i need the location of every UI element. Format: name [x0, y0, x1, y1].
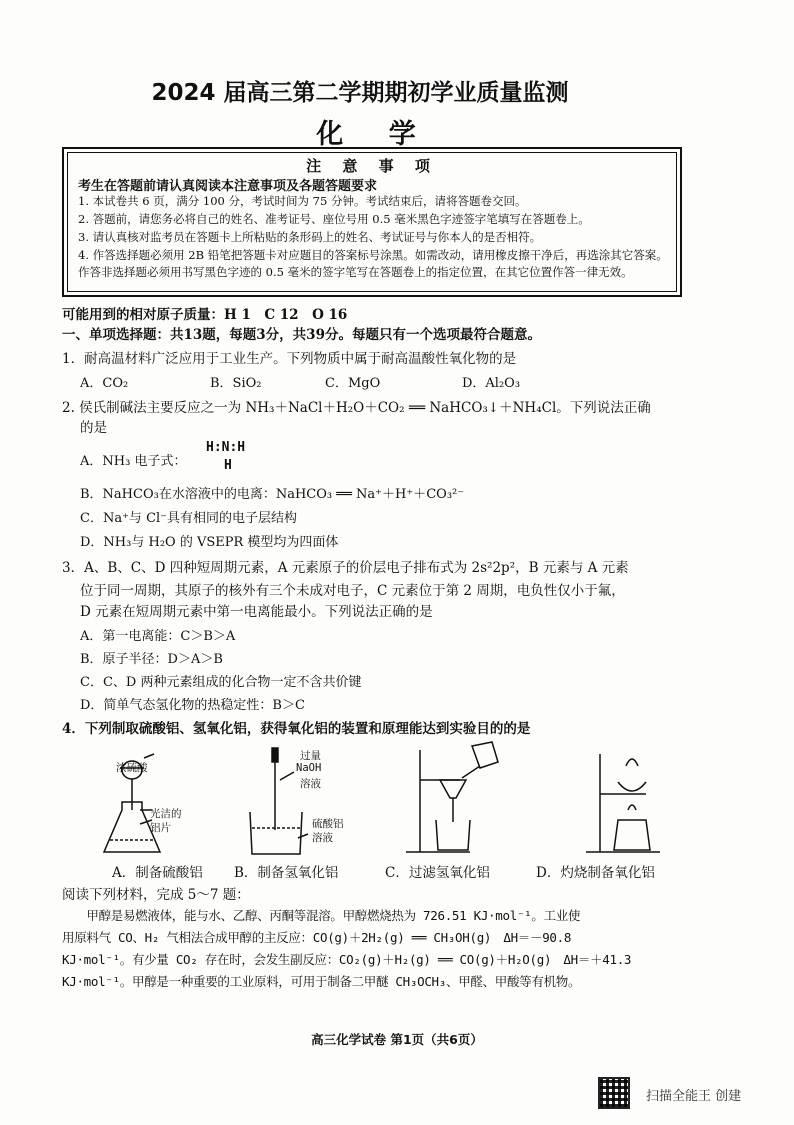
- q3-option-d: D．简单气态氢化物的热稳定性：B＞C: [80, 698, 305, 713]
- label-excess: 过量: [300, 750, 321, 762]
- q2-stem: 2. 侯氏制碱法主要反应之一为 NH₃＋NaCl＋H₂O＋CO₂ ══ NaHCO₃↓＋NH₄Cl。下列说法正确: [62, 400, 651, 416]
- q3-option-b: B．原子半径：D＞A＞B: [80, 652, 223, 667]
- apparatus-c-filtration: [406, 742, 498, 852]
- label-foil-2: 铝片: [150, 822, 171, 834]
- label-foil-1: 光洁的: [150, 808, 182, 820]
- reading-line-1: 甲醇是易燃液体，能与水、乙醇、丙酮等混溶。甲醇燃烧热为 726.51 KJ·mol⁻¹。工业使: [62, 908, 581, 923]
- notice-rule-4: 4. 作答选择题必须用 2B 铅笔把答题卡对应题目的答案标号涂黑。如需改动，请用橡皮擦干净后，再选涂其它答案。作答非选择题必须用书写黑色字迹的 0.5 毫米的签字笔写在答题卷上的指定位置，在其它位置作答一律无效。: [78, 248, 668, 279]
- reading-line-3: KJ·mol⁻¹。有少量 CO₂ 存在时，会发生副反应：CO₂(g)＋H₂(g) ══ CO(g)＋H₂O(g) ΔH＝＋41.3: [62, 952, 632, 967]
- scanner-watermark: 扫描全能王 创建: [646, 1089, 742, 1104]
- label-naoh-solution: 溶液: [300, 778, 321, 790]
- q4-stem: 4．下列制取硫酸铝、氢氧化铝，获得氧化铝的装置和原理能达到实验目的的是: [62, 721, 531, 737]
- notice-inner-border: [67, 152, 677, 292]
- q3-stem-1: 3．A、B、C、D 四种短周期元素，A 元素原子的价层电子排布式为 2s²2p²，B 元素与 A 元素: [62, 560, 629, 576]
- reading-line-4: KJ·mol⁻¹。甲醇是一种重要的工业原料，可用于制备二甲醚 CH₃OCH₃、甲醛、甲酸等有机物。: [62, 974, 581, 989]
- q1-stem: 1．耐高温材料广泛应用于工业生产。下列物质中属于耐高温酸性氧化物的是: [62, 351, 517, 367]
- reading-line-2: 用原料气 CO、H₂ 气相法合成甲醇的主反应：CO(g)＋2H₂(g) ══ CH₃OH(g) ΔH＝－90.8: [62, 930, 572, 945]
- subject-title: 化 学: [316, 119, 434, 150]
- label-conc-acid: 浓硫酸: [116, 762, 148, 774]
- q2-stem-cont: 的是: [80, 420, 107, 436]
- qr-code-icon: [598, 1077, 630, 1109]
- q4-caption-b: B．制备氢氧化铝: [234, 865, 339, 881]
- q3-stem-3: D 元素在短周期元素中第一电离能最小。下列说法正确的是: [80, 604, 433, 620]
- label-al-sulfate-2: 溶液: [312, 832, 333, 844]
- q4-caption-a: A．制备硫酸铝: [112, 865, 203, 881]
- section-heading: 一、单项选择题：共13题，每题3分，共39分。每题只有一个选项最符合题意。: [62, 327, 541, 343]
- q2-option-c: C．Na⁺与 Cl⁻具有相同的电子层结构: [80, 511, 298, 526]
- q2-option-d: D．NH₃与 H₂O 的 VSEPR 模型均为四面体: [80, 535, 339, 550]
- notice-subheading: 考生在答题前请认真阅读本注意事项及各题答题要求: [78, 179, 378, 194]
- q4-caption-d: D．灼烧制备氧化铝: [536, 865, 655, 881]
- exam-title: 2024 届高三第二学期期初学业质量监测: [151, 80, 569, 106]
- q3-option-a: A．第一电离能：C＞B＞A: [80, 629, 236, 644]
- notice-rule-1: 1. 本试卷共 6 页，满分 100 分，考试时间为 75 分钟。考试结束后，请将答题卷交回。: [78, 194, 527, 208]
- q1-option-d: D．Al₂O₃: [462, 376, 521, 391]
- apparatus-d-burner: [586, 754, 660, 852]
- notice-box: [62, 147, 682, 297]
- q1-option-a: A．CO₂: [80, 376, 129, 391]
- q1-option-b: B．SiO₂: [210, 376, 262, 391]
- q2-electron-formula: H:N:H: [206, 440, 246, 455]
- q3-stem-2: 位于同一周期，其原子的核外有三个未成对电子，C 元素位于第 2 周期，电负性仅小于氟，: [80, 583, 625, 599]
- q3-option-c: C．C、D 两种元素组成的化合物一定不含共价键: [80, 675, 362, 690]
- q4-apparatus-figures: [100, 740, 740, 860]
- notice-rule-3: 3. 请认真核对监考员在答题卡上所粘贴的条形码上的姓名、考试证号与你本人的是否相符。: [78, 230, 542, 244]
- notice-heading: 注 意 事 项: [306, 157, 438, 175]
- q2-electron-formula-h: H: [224, 458, 232, 473]
- q2-option-b: B．NaHCO₃在水溶液中的电离：NaHCO₃ ══ Na⁺＋H⁺＋CO₃²⁻: [80, 487, 465, 502]
- q1-option-c: C．MgO: [325, 376, 381, 391]
- notice-rule-2: 2. 答题前，请您务必将自己的姓名、准考证号、座位号用 0.5 毫米黑色字迹签字笔填写在答题卷上。: [78, 212, 590, 226]
- page-footer: 高三化学试卷 第1页（共6页）: [311, 1032, 483, 1047]
- label-al-sulfate-1: 硫酸铝: [312, 818, 344, 830]
- reading-intro: 阅读下列材料，完成 5～7 题：: [62, 887, 250, 903]
- label-naoh: NaOH: [296, 762, 322, 774]
- q4-caption-c: C．过滤氢氧化铝: [385, 865, 490, 881]
- atomic-masses: 可能用到的相对原子质量：H 1 C 12 O 16: [62, 307, 348, 323]
- q2-option-a: A．NH₃ 电子式：: [80, 454, 187, 469]
